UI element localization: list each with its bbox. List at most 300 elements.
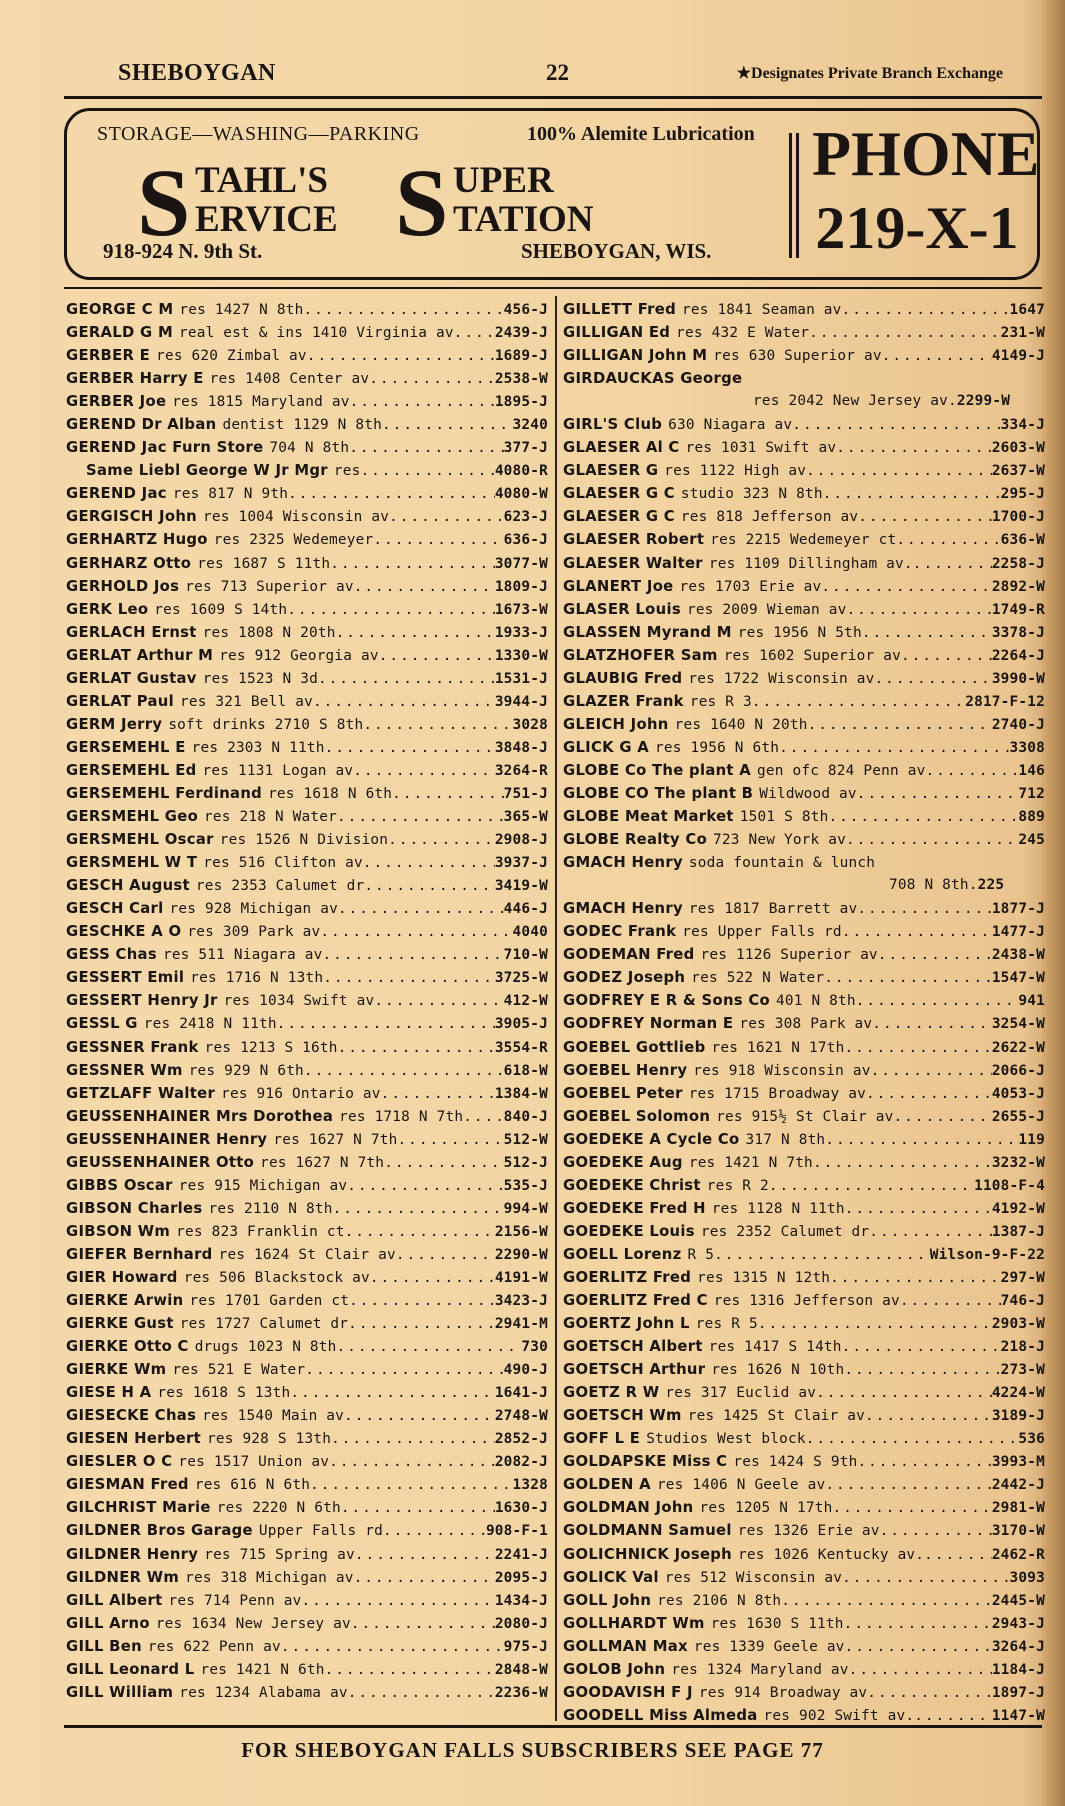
listing-phone: 4224-W [991,1385,1045,1402]
listing-name: GILL Ben [66,1637,142,1655]
listing-address: res 1956 N 6th [655,739,780,756]
listing-name: GOEBEL Henry [563,1061,688,1079]
listing-address: res 1716 N 13th [190,970,324,987]
ad-initial-s2: S [395,149,449,256]
listing-entry [66,1266,548,1289]
listing-phone: 1384-W [494,1085,548,1102]
leader-dots [842,299,1010,321]
listing-address: res 1031 Swift av [685,440,837,457]
listing-address: res 2220 N 6th [216,1500,341,1517]
leader-dots [845,1198,992,1220]
listing-address: res R 3 [689,693,752,710]
leader-dots [348,1682,495,1704]
listing-entry [66,459,548,482]
listing-name: GILLIGAN John M [563,347,708,365]
listing-entry [563,1036,1045,1059]
listing-phone: 2817-F-12 [965,693,1045,710]
listing-entry [66,644,548,667]
leader-dots [825,1129,1018,1151]
listing-phone: 225 [977,877,1005,894]
listing-phone: 1434-J [494,1592,548,1609]
leader-dots [338,1037,495,1059]
listing-entry [66,598,548,621]
listing-address: 630 Niagara av [668,417,793,434]
listing-entry [563,736,1045,759]
listing-name: GILDNER Henry [66,1545,199,1563]
listing-phone: 2442-J [991,1477,1045,1494]
leader-dots [318,668,495,690]
listing-phone: 2748-W [494,1408,548,1425]
listing-phone: 245 [1018,832,1045,849]
listing-phone: 1673-W [494,601,548,618]
leader-dots [792,414,1000,436]
leader-dots [808,714,992,736]
listing-phone: 1630-J [494,1500,548,1517]
listing-address: res 1326 Erie av [737,1523,880,1540]
listing-name: GILL Leonard L [66,1660,195,1678]
listing-phone: 512-J [503,1154,548,1171]
leader-dots [858,506,992,528]
listing-name: GLASER Louis [563,600,681,618]
listing-name: GERM Jerry [66,715,163,733]
leader-dots [333,1198,504,1220]
listing-entry [563,966,1045,989]
listing-entry [563,1612,1045,1635]
listing-phone: 712 [1018,785,1045,802]
listing-phone: 2655-J [991,1108,1045,1125]
listing-address: res 630 Superior av [713,348,882,365]
leader-dots [369,368,495,390]
listing-entry [66,667,548,690]
listing-entry [563,321,1045,344]
listing-phone: 2603-W [991,440,1045,457]
listing-phone: 3264-J [991,1638,1045,1655]
listing-address: res 616 N 6th [194,1477,311,1494]
leader-dots [842,1567,1009,1589]
listing-name: GESCH Carl [66,900,164,918]
listing-address: studio 323 N 8th [680,486,823,503]
listing-name: GESS Chas [66,946,157,964]
page-number: 22 [546,60,569,85]
listing-entry [66,920,548,943]
listing-name: GERHARTZ Hugo [66,531,208,549]
listing-phone: 2439-J [494,325,548,342]
listing-entry [563,344,1045,367]
listing-phone: 3254-W [991,1016,1045,1033]
leader-dots [313,691,495,713]
listing-address: real est & ins 1410 Virginia av [178,325,454,342]
listing-phone: 2740-J [991,716,1045,733]
listing-entry [563,1197,1045,1220]
leader-dots [349,1290,495,1312]
listing-address: res 916 Ontario av [221,1085,381,1102]
listing-address: res 1421 N 6th [200,1661,325,1678]
listing-phone: 490-J [503,1362,548,1379]
listing-entry [66,1243,548,1266]
listing-phone: 746-J [1000,1293,1045,1310]
listing-phone: 636-J [503,532,548,549]
leader-dots [363,852,495,874]
listing-phone: 3944-J [494,693,548,710]
leader-dots [882,345,992,367]
listing-address: res 1315 N 12th [697,1269,831,1286]
leader-dots [857,783,1019,805]
listing-entry [563,943,1045,966]
listing-address: res 2353 Calumet dr [195,878,365,895]
listing-name: GOLL John [563,1591,652,1609]
leader-dots [281,1636,504,1658]
listing-name: GMACH Henry [563,854,683,872]
listing-phone: 2943-J [991,1615,1045,1632]
listing-address: res 915½ St Clair av [716,1108,894,1125]
listing-entry [563,805,1045,828]
listing-column-right [563,298,1045,1727]
listing-phone: 1641-J [494,1385,548,1402]
listing-phone: 4149-J [991,348,1045,365]
listing-name: GLAESER G C [563,508,675,526]
listing-entry [563,1566,1045,1589]
ad-phone-word: PHONE [812,118,1040,189]
leader-dots [303,299,503,321]
listing-name: GIRDAUCKAS George [563,370,743,388]
listing-entry [66,805,548,828]
leader-dots [862,622,992,644]
listing-address: res 1808 N 20th [202,624,336,641]
listing-entry [563,1519,1045,1542]
leader-dots [323,967,495,989]
listing-name: GERLAT Gustav [66,669,197,687]
listing-entry [563,598,1045,621]
listing-name: GLAESER Walter [563,554,703,572]
ad-initial-s1: S [137,149,191,256]
listing-entry [66,828,548,851]
leader-dots [337,1336,522,1358]
listing-name: GIERKE Gust [66,1315,174,1333]
listing-name: GILL Albert [66,1591,163,1609]
listing-name: GIER Howard [66,1268,178,1286]
listing-phone: 446-J [503,901,548,918]
listing-phone: 1895-J [494,394,548,411]
listing-address: res 620 Zimbal av [156,348,307,365]
listing-entry [66,1612,548,1635]
listing-name: GILL William [66,1683,174,1701]
listing-phone: 295-J [1000,486,1045,503]
leader-dots [353,760,495,782]
listing-address: 704 N 8th [269,440,350,457]
listing-phone: 2156-W [494,1223,548,1240]
listing-phone: 2236-W [494,1684,548,1701]
listing-name: GOLICHNICK Joseph [563,1545,733,1563]
listing-phone: 2848-W [494,1661,548,1678]
listing-name: GEREND Jac Furn Store [66,439,264,457]
listing-address: res 511 Niagara av [162,947,323,964]
listing-phone: 3077-W [494,555,548,572]
listing-phone: 1184-J [991,1661,1045,1678]
listing-phone: 536 [1018,1431,1045,1448]
listing-phone: 2438-W [991,947,1045,964]
listing-entry [66,621,548,644]
leader-dots [865,1405,992,1427]
leader-dots [370,1267,495,1289]
listing-address: res 1526 N Division [219,832,389,849]
listing-name: GERLAT Paul [66,692,174,710]
listing-phone: 3990-W [991,670,1045,687]
leader-dots [364,875,494,897]
leader-dots [880,1520,992,1542]
listing-address: res 1609 S 14th [154,601,288,618]
listing-name: GERBER Joe [66,393,167,411]
ad-divider [789,133,799,258]
leader-dots [901,645,992,667]
listing-entry [563,1243,1045,1266]
leader-dots [388,829,495,851]
listing-entry [563,920,1045,943]
ad-word-uper: UPER [453,160,554,201]
listing-phone: 2241-J [494,1546,548,1563]
listing-name: GOETSCH Arthur [563,1361,706,1379]
ad-city: SHEBOYGAN, WIS. [521,239,712,263]
page-edge [1042,0,1065,1806]
listing-entry [66,1635,548,1658]
leader-dots [832,1497,991,1519]
listing-name: GIESMAN Fred [66,1476,189,1494]
leader-dots [844,1613,992,1635]
listing-entry [66,482,548,505]
listing-entry [563,298,1045,321]
listing-phone: 535-J [503,1177,548,1194]
listing-phone: 2082-J [494,1454,548,1471]
listing-entry [66,1427,548,1450]
page-footer: FOR SHEBOYGAN FALLS SUBSCRIBERS SEE PAGE 77 [241,1738,824,1762]
listing-name: GESSNER Frank [66,1038,199,1056]
listing-name: GIRL'S Club [563,416,663,434]
leader-dots [813,1152,992,1174]
listing-entry [66,897,548,920]
listing-phone: 623-J [503,509,548,526]
listing-address: soft drinks 2710 S 8th [168,716,364,733]
listing-entry [66,1681,548,1704]
listing-address: res 1424 S 9th [733,1454,858,1471]
leader-dots [806,460,992,482]
listing-address: res 2303 N 11th [191,739,325,756]
listing-address: 401 N 8th [775,993,856,1010]
listing-address: res 1126 Superior av [700,947,878,964]
listing-entry [563,1704,1045,1727]
leader-dots [714,1244,930,1266]
listing-address: res 1205 N 17th [699,1500,833,1517]
leader-dots [816,1382,992,1404]
listing-phone: 218-J [1000,1339,1045,1356]
leader-dots [900,1290,1001,1312]
listing-phone: 3905-J [494,1016,548,1033]
listing-address: res 1722 Wisconsin av [688,670,875,687]
leader-dots [872,1013,992,1035]
listing-phone: 1897-J [991,1684,1045,1701]
listing-address: res 1213 S 16th [204,1039,338,1056]
listing-address: res 521 E Water [172,1362,306,1379]
listing-entry [66,321,548,344]
leader-dots [842,921,992,943]
listing-entry [563,690,1045,713]
listing-phone: 2903-W [991,1316,1045,1333]
listing-name: GERSMEHL W T [66,854,198,872]
listing-entry [66,1151,548,1174]
listing-address: res 1701 Garden ct [189,1293,350,1310]
listing-entry [66,1358,548,1381]
listing-name: GERHARZ Otto [66,554,192,572]
listing-name: GOFF L E [563,1430,641,1448]
listing-phone: 618-W [503,1062,548,1079]
listing-phone: 2908-J [494,832,548,849]
listing-name: GOLDMAN John [563,1499,694,1517]
listing-entry [66,1197,548,1220]
listing-address: res 317 Euclid av [665,1385,817,1402]
listing-name: GILL Arno [66,1614,150,1632]
listing-entry [66,1312,548,1335]
listing-name: GIESECKE Chas [66,1407,197,1425]
listing-phone: 1809-J [494,578,548,595]
listing-address: res 1630 S 11th [710,1615,844,1632]
listing-address: Upper Falls rd [258,1523,383,1540]
leader-dots [344,1405,495,1427]
listing-entry [563,1266,1045,1289]
listing-entry [66,713,548,736]
listing-address: res 2215 Wedemeyer ct [710,532,897,549]
leader-dots [348,1313,495,1335]
listing-name: GIESE H A [66,1384,152,1402]
leader-dots [363,714,512,736]
listing-phone: 2299-W [956,393,1011,410]
leader-dots [398,1129,504,1151]
listing-entry [563,459,1045,482]
listing-name: GERLACH Ernst [66,623,197,641]
listing-phone: 1147-W [991,1707,1045,1724]
ad-services: STORAGE—WASHING—PARKING [97,123,420,145]
leader-dots [847,599,992,621]
leader-dots [360,460,494,482]
listing-name: GEREND Jac [66,485,167,503]
listing-entry [563,528,1045,551]
listing-name: GERSMEHL Oscar [66,831,214,849]
leader-dots [325,737,495,759]
listing-phone: 1328 [512,1477,548,1494]
listing-phone: 273-W [1000,1362,1045,1379]
listing-phone: 1387-J [991,1223,1045,1240]
leader-dots [373,529,503,551]
leader-dots [323,944,504,966]
listing-name: GLAESER Robert [563,531,705,549]
listing-name: GLANERT Joe [563,577,674,595]
leader-dots [454,322,495,344]
listing-entry [563,1105,1045,1128]
listing-entry [563,713,1045,736]
listing-name: GLASSEN Myrand M [563,623,732,641]
listing-entry [66,298,548,321]
leader-dots [844,1359,1000,1381]
listing-address: res 1523 N 3d [202,670,318,687]
listing-name: GOEBEL Gottlieb [563,1038,706,1056]
listing-phone: 4080-R [494,463,548,480]
listing-entry [66,1335,548,1358]
listing-entry [563,621,1045,644]
listing-phone: 1647 [1009,302,1045,318]
listing-address: res 1421 N 7th [688,1154,813,1171]
listing-address: res 715 Spring av [204,1546,355,1563]
column-separator [555,296,557,1721]
listing-address: res 2009 Wieman av [686,601,847,618]
leader-dots [345,1221,495,1243]
listing-phone: 1531-J [494,670,548,687]
listing-entry [563,782,1045,805]
leader-dots [349,437,503,459]
listing-phone: 1933-J [494,624,548,641]
listing-name: GLICK G A [563,738,650,756]
ad-word-ervice: ERVICE [195,199,338,240]
listing-entry [66,1059,548,1082]
leader-dots [781,1590,992,1612]
listing-name: GILCHRIST Marie [66,1499,211,1517]
listing-entry [563,436,1045,459]
leader-dots [384,1152,503,1174]
listing-phone: 2637-W [991,463,1045,480]
listing-entry [66,1519,548,1542]
listing-address: res 1687 S 11th [197,555,331,572]
listing-entry [563,874,1045,897]
listing-name: GIERKE Wm [66,1361,167,1379]
leader-dots [287,599,495,621]
listing-name: GODFREY E R & Sons Co [563,992,770,1010]
listing-address: res [333,463,361,480]
listing-phone: 730 [521,1339,548,1356]
ad-word-tahls: TAHL'S [195,160,328,201]
listing-address: res 218 N Water [204,809,338,826]
listing-phone: 2538-W [494,371,548,388]
listing-entry [66,552,548,575]
listing-phone: 4053-J [991,1085,1045,1102]
listing-phone: 1700-J [991,509,1045,526]
listing-name: GOETSCH Albert [563,1338,703,1356]
listing-name: GOETSCH Wm [563,1407,682,1425]
listing-address: res 1339 Geele av [693,1638,845,1655]
listing-address: res 1618 N 6th [268,785,393,802]
leader-dots [925,760,1018,782]
listing-name: GEREND Dr Alban [66,416,217,434]
listing-entry [66,1589,548,1612]
listing-address: res 2352 Calumet dr [700,1223,870,1240]
listing-name: GERSEMEHL Ferdinand [66,784,263,802]
listing-entry [66,344,548,367]
listing-name: GOLLHARDT Wm [563,1614,705,1632]
listing-entry [563,482,1045,505]
leader-dots [347,1175,503,1197]
listing-phone: 3848-J [494,739,548,756]
leader-dots [842,1336,1001,1358]
listing-phone: 2462-R [991,1546,1045,1563]
listing-name: GLEICH John [563,715,669,733]
listing-address: res 1427 N 8th [179,302,304,318]
listing-name: GOEDEKE Christ [563,1176,701,1194]
listing-phone: 4080-W [494,486,548,503]
listing-address: res 928 Michigan av [169,901,338,918]
listing-address: res 1026 Kentucky av. [738,1546,925,1563]
listing-entry [66,1289,548,1312]
listing-address: res 1417 S 14th [708,1339,842,1356]
listing-address: gen ofc 824 Penn av [757,762,926,779]
listing-phone: 377-J [503,440,548,457]
listing-phone: 3993-M [991,1454,1045,1471]
listing-phone: 1330-W [494,647,548,664]
leader-dots [893,1106,991,1128]
